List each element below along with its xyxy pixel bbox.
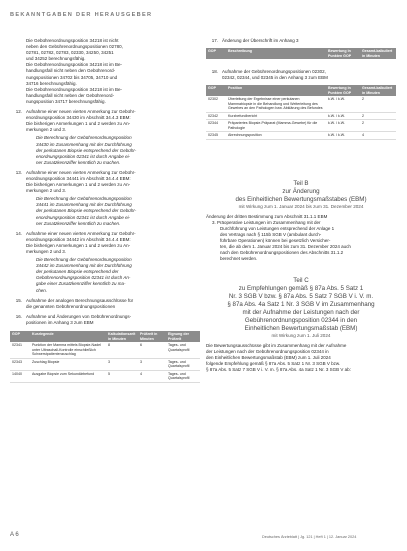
item-number: 15. [15, 297, 22, 303]
body-line: berechnet werden. [220, 256, 258, 262]
item-line: enordnungsposition 34430 im Abschnitt 34.4.3 EBM: [26, 115, 131, 121]
item-italic-line: Die Berechnung der Gebührenordnungsposition [36, 135, 132, 141]
table-header-cell: Kurzlegende [30, 331, 106, 342]
item-italic-line: Die Berechnung der Gebührenordnungsposition [36, 257, 132, 263]
table-header-cell: Eignung der Prüfzeit [166, 331, 200, 342]
body-line: des Vertrags nach § 115b SGB V (ambulant durch- [220, 232, 322, 238]
section-title: Teil C [293, 276, 309, 284]
body-line: Änderung der dritten Bestimmung zum Abschnitt 31.1.1 EBM [206, 213, 328, 219]
item-line: 02342, 02344, und 02345 in den Anhang 3 zum EBM [222, 75, 328, 81]
table-row [206, 120, 396, 132]
table-header-cell: Beschreibung [226, 48, 326, 59]
item-line: Aufnahme einer neuen vierten Anmerkung zur Gebühr- [26, 109, 136, 115]
section-title: mit der Aufnahme der Leistungen nach der [242, 308, 360, 316]
table-header-cell: GOP [206, 85, 226, 96]
item-14 [10, 231, 200, 294]
table-header-cell: Bewertung in Punkten GOP [326, 85, 360, 96]
item-italic-line: Gebührenordnungsposition 02341 ist durch An- [36, 275, 131, 281]
item-italic-line: chen. [36, 287, 48, 293]
item-number: 14. [15, 230, 22, 236]
table-cell: 4 [360, 132, 396, 140]
item-italic-line: ner Zusatzkennziffer kenntlich zu machen. [36, 159, 121, 165]
table-cell: 2 [360, 120, 396, 132]
item-16 [10, 314, 200, 326]
item-italic-line: Die Berechnung der Gebührenordnungsposition [36, 196, 132, 202]
table-cell: 02342 [206, 112, 226, 120]
table-row [206, 112, 396, 120]
journal-citation: Deutsches Ärzteblatt | Jg. 121 | Heft 1 | 12. Januar 2024 [262, 535, 357, 539]
section-title: des Einheitlichen Bewertungsmaßstabes (EBM) [235, 195, 367, 203]
item-line: enordnungsposition 34441 im Abschnitt 34.4.4 EBM: [26, 175, 131, 181]
intro-line: handlungsfall nicht neben den Gebührenord- [26, 68, 116, 74]
table-cell: Tages- und Quartalsprofil [166, 370, 200, 382]
item-italic-line: der perkutanen Biopsie entsprechend der [36, 269, 119, 275]
table-row [206, 96, 396, 112]
page-header: BEKANNTGABEN DER HERAUSGEBER [10, 12, 153, 18]
table-row [10, 358, 200, 370]
teil-b-heading [206, 180, 396, 210]
table-cell: k.W. / k.W. [326, 132, 360, 140]
intro-line: 02781, 02782, 02783, 02330, 34250, 34251 [26, 50, 114, 56]
item-line: positionen im Anhang 3 zum EBM [26, 319, 94, 325]
intro-line: 34716 berechnungsfähig. [26, 80, 77, 86]
body-line: 3. Präoperative Leistungen im Zusammenhang mit der [212, 219, 321, 225]
item-line: Die bisherigen Anmerkungen 1 und 2 werden zu An- [26, 121, 131, 127]
body-line: führbare Operationen) können bei gesetzlich Versicher- [220, 238, 331, 244]
anhang3-table-left [10, 331, 200, 383]
anhang3-table-right [206, 85, 396, 140]
item-line: merkungen 2 und 3. [26, 127, 67, 133]
left-column [10, 38, 200, 383]
teil-c-body [206, 343, 396, 373]
table-cell: 02343 [10, 358, 30, 370]
right-column [206, 38, 396, 373]
item-line: enordnungsposition 34442 im Abschnitt 34.4.4 EBM: [26, 236, 131, 242]
table-cell: k.W. / k.W. [326, 120, 360, 132]
table-cell: 5 [106, 370, 138, 382]
table-cell: Tages- und Quartalsprofil [166, 358, 200, 370]
table-cell: 3 [106, 358, 138, 370]
item-number: 17. [211, 38, 218, 43]
item-line: die genannten Gebührenordnungspositionen [26, 303, 116, 309]
anhang3-header-table [206, 48, 396, 59]
table-cell: Abrechnungsposition [226, 132, 326, 140]
item-number: 12. [15, 109, 22, 115]
table-header-cell: Prüfzeit in Minuten [138, 331, 166, 342]
section-title: § 87a Abs. 4a Satz 1 Nr. 3 SGB V im Zusammenhang [227, 300, 375, 308]
table-cell: 2 [360, 96, 396, 112]
body-line: Die Bewertungsausschüsse gibt im Zusammenhang mit der Aufnahme [206, 342, 347, 348]
table-header-cell: GOP [10, 331, 30, 342]
item-line: Änderung der Überschrift im Anhang 3 [222, 38, 299, 43]
item-line: Die bisherigen Anmerkungen 1 und 2 werden zu An- [26, 242, 131, 248]
table-header-cell: Kalkulationszeit in Minuten [106, 331, 138, 342]
table-cell: 3 [138, 358, 166, 370]
table-header-cell: Bewertung in Punkten GOP [326, 48, 360, 59]
item-12 [10, 109, 200, 166]
item-17 [206, 38, 396, 44]
intro-line: Die Gebührenordnungsposition 34218 ist im Be- [26, 86, 123, 92]
table-header-cell: Gesamt-kalkuliert in Minuten [360, 48, 396, 59]
table-cell: 02341 [10, 342, 30, 358]
body-line: ten, die ab dem 1. Januar 2024 bis zum 31. Dezember 2024 auch [220, 244, 351, 250]
table-cell: k.W. / k.W. [326, 112, 360, 120]
table-header-cell: GOP [206, 48, 226, 59]
item-italic-line: enordnungsposition 02341 ist durch Angabe ei- [36, 214, 131, 220]
table-cell: 02344 [206, 120, 226, 132]
item-line: Aufnahme einer neuen vierten Anmerkung zur Gebühr- [26, 169, 136, 175]
table-header-cell: Gesamt-kalkuliert in Minuten [360, 85, 396, 96]
table-cell: 6 [138, 342, 166, 358]
table-row [10, 342, 200, 358]
table-cell: 4 [138, 370, 166, 382]
intro-line: Die Gebührenordnungsposition 34218 ist nicht [26, 38, 119, 43]
table-cell: Kurzbefundbericht [226, 112, 326, 120]
item-15 [10, 298, 200, 310]
section-subtitle: mit Wirkung zum 1. Januar 2024 bis zum 31. Dezember 2024 [238, 203, 364, 209]
intro-line: nungspositionen 34702 bis 34705, 34710 und [26, 74, 118, 80]
item-number: 13. [15, 169, 22, 175]
section-title: Gebührenordnungsposition 02344 in den [244, 316, 358, 324]
section-title: Einheitlichen Bewertungsmaßstab (EBM) [244, 324, 358, 332]
table-cell: 8 [106, 342, 138, 358]
item-number: 18. [211, 69, 218, 75]
body-line: nach den Gebührenordnungspositionen des Abschnitts 31.1.2 [220, 250, 344, 256]
intro-line: Die Gebührenordnungsposition 34218 ist im Be- [26, 62, 123, 68]
section-title: zur Änderung [282, 187, 320, 195]
item-line: merkungen 2 und 3. [26, 188, 67, 194]
intro-block [10, 38, 200, 105]
table-cell: 2 [360, 112, 396, 120]
section-title: zu Empfehlungen gemäß § 87a Abs. 5 Satz 1 [238, 284, 364, 292]
section-subtitle: mit Wirkung zum 1. Juli 2024 [271, 332, 331, 338]
intro-line: neben den Gebührenordnungspositionen 02780, [26, 44, 123, 50]
intro-line: handlungsfall nicht neben der Gebührenord- [26, 92, 115, 98]
section-title: Teil B [293, 179, 309, 187]
item-number: 16. [15, 313, 22, 319]
item-italic-line: enordnungsposition 02341 ist durch Angabe ei- [36, 153, 131, 159]
item-line: Aufnahme der Gebührenordnungspositionen 02302, [222, 69, 326, 75]
section-title: Nr. 3 SGB V bzw. § 87a Abs. 5 Satz 7 SGB V i. V. m. [228, 292, 374, 300]
table-cell: Überleitung der Ergebnisse einer perkutanen Mammabiopsie in die Behandlung und Weiterleitung des Gewebes an den Pathologen bzw. Abklärung des Befundes [226, 96, 326, 112]
body-line: der Leistungen nach der Gebührenordnungsposition 02344 in [206, 348, 329, 354]
item-18 [206, 69, 396, 81]
item-italic-line: gabe einer Zusatzkennziffer kenntlich zu ma- [36, 281, 126, 287]
table-row [206, 132, 396, 140]
teil-b-body [206, 214, 396, 263]
body-line: Durchführung von Leistungen entsprechend der Anlage 1 [220, 225, 335, 231]
table-row [10, 370, 200, 382]
body-line: folgende Empfehlung gemäß § 87a Abs. 5 Satz 1 Nr. 3 SGB V bzw. [206, 360, 341, 366]
item-italic-line: der perkutanen Biopsie entsprechend der Gebühr- [36, 208, 137, 214]
table-cell: Punktion der Mamma mittels Biopsie-Nadel unter Ultraschall-Kontrolle einschließlich Schwerstpatientenzuschlag [30, 342, 106, 358]
item-italic-line: 34442 im Zusammenhang mit der Durchführung [36, 263, 132, 269]
page-number: A 6 [10, 532, 19, 538]
teil-c-heading [206, 277, 396, 339]
item-italic-line: der perkutanen Biopsie entsprechend der Gebühr- [36, 147, 137, 153]
item-italic-line: 34441 im Zusammenhang mit der Durchführung [36, 202, 132, 208]
table-cell: 02345 [206, 132, 226, 140]
table-cell: 14040 [10, 370, 30, 382]
item-line: Aufnahme einer neuen vierten Anmerkung zur Gebühr- [26, 230, 136, 236]
table-cell: 02302 [206, 96, 226, 112]
item-italic-line: 34430 im Zusammenhang mit der Durchführung [36, 141, 132, 147]
table-header-cell: Position [226, 85, 326, 96]
item-line: Aufnahme und Änderungen von Gebührenordnungs- [26, 313, 132, 319]
body-line: § 87a Abs. 5 Satz 7 SGB V i. V. m. § 87a Abs. 4a Satz 1 Nr. 3 SGB V ab: [206, 366, 351, 372]
item-line: merkungen 2 und 3. [26, 249, 67, 254]
body-line: den Einheitlichen Bewertungsmaßstab (EBM) zum 1. Juli 2024 [206, 354, 331, 360]
table-cell: Zuschlag Biopsie [30, 358, 106, 370]
item-13 [10, 170, 200, 227]
item-line: Die bisherigen Anmerkungen 1 und 2 werden zu An- [26, 182, 131, 188]
table-cell: Präpariertes Biopsie-Präparat (Mamma-Gewebe) für die Pathologie [226, 120, 326, 132]
intro-line: nungsposition 34717 berechnungsfähig. [26, 98, 106, 104]
table-cell: Tages- und Quartalsprofil [166, 342, 200, 358]
item-italic-line: ner Zusatzkennziffer kenntlich zu machen. [36, 220, 121, 226]
table-cell: Ausgabe Biopsie zum Sekundärbefund [30, 370, 106, 382]
table-cell: k.W. / k.W. [326, 96, 360, 112]
intro-line: und 34252 berechnungsfähig. [26, 56, 86, 62]
item-line: Aufnahme der analogen Berechnungsausschlüsse für [26, 297, 134, 303]
